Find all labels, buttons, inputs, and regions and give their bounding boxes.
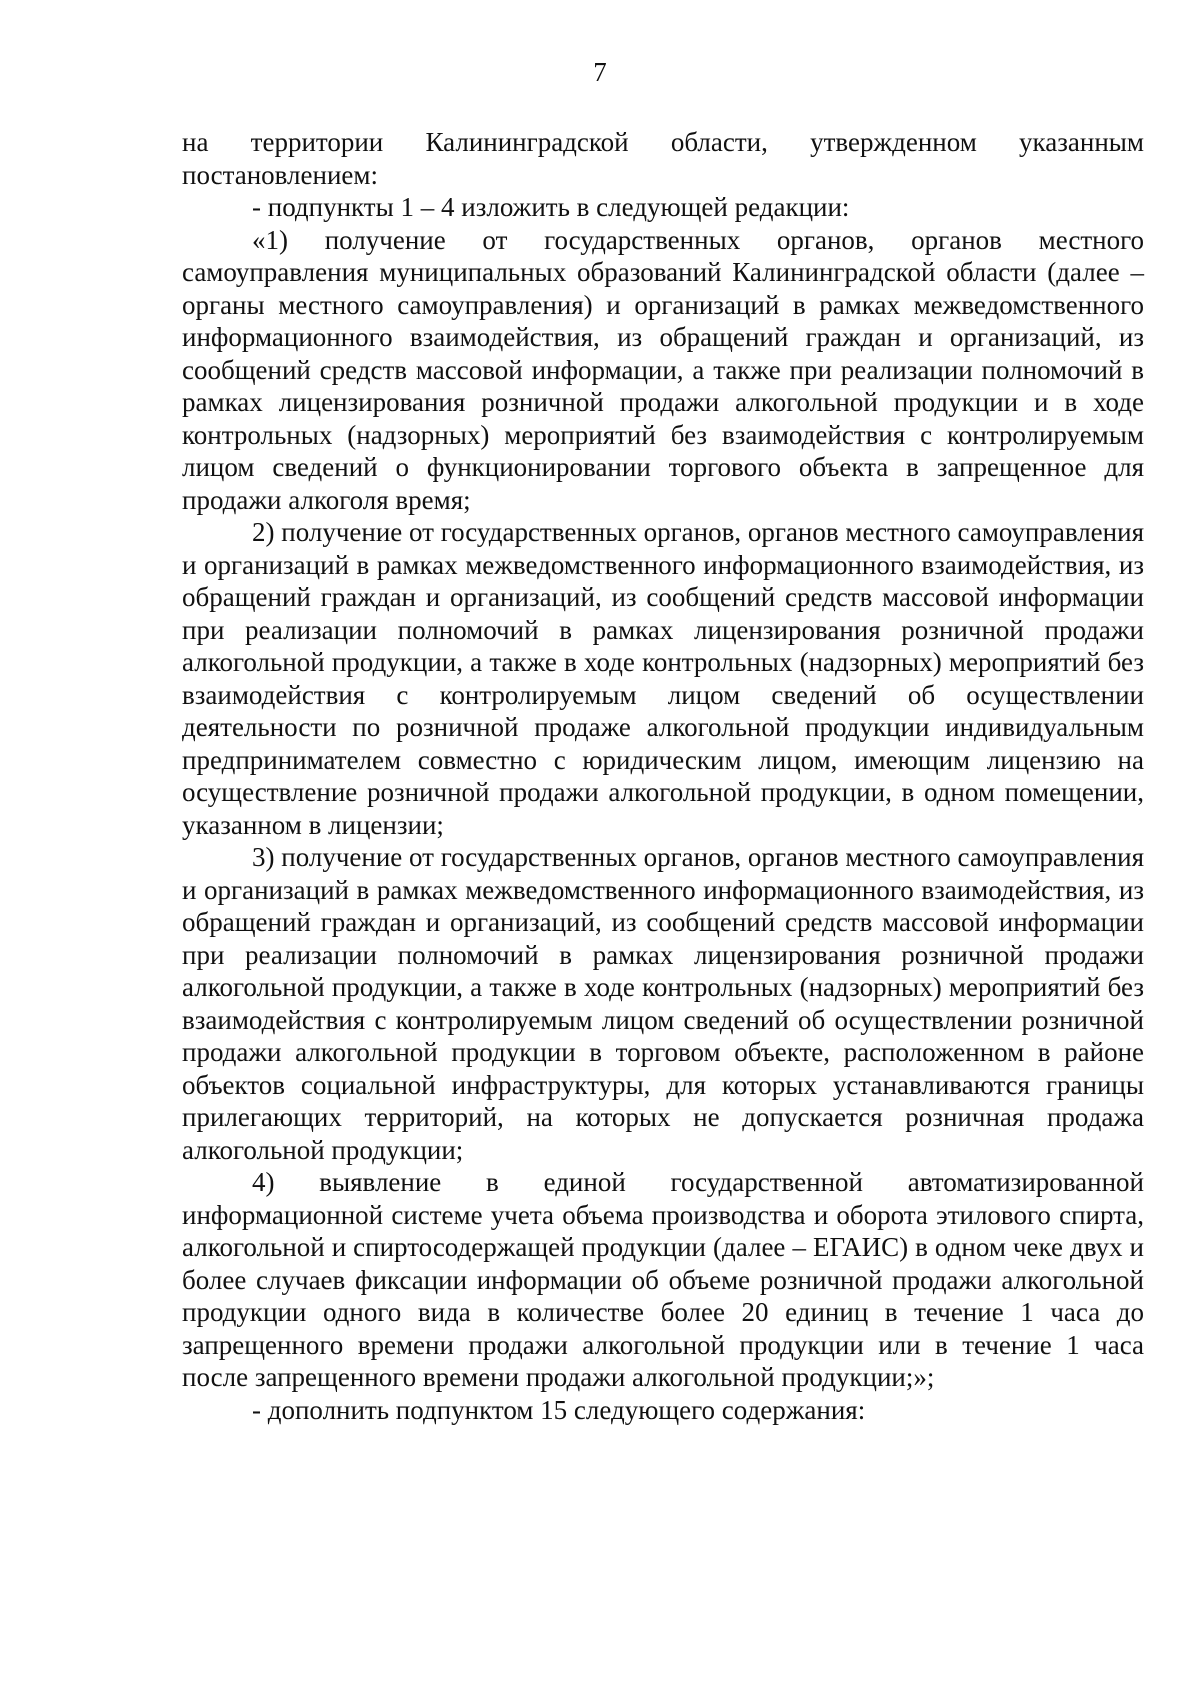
paragraph-amendment-intro: - подпункты 1 – 4 изложить в следующей редакции: (252, 192, 850, 222)
paragraph-continuation: на территории Калининградской области, утвержденном указанным постановлением: (182, 127, 1144, 190)
document-body (182, 126, 1144, 1426)
paragraph-subitem-2: 2) получение от государственных органов, органов местного самоуправления и организаций в рамках межведомственного информационного взаимодействия, из обращений граждан и организаций, из сообщений средств массовой информации при реализации полномочий в рамках лицензирования розничной продажи алкогольной продукции, а также в ходе контрольных (надзорных) мероприятий без взаимодействия с контролируемым лицом сведений об осуществлении деятельности по розничной продаже алкогольной продукции индивидуальным предпринимателем совместно с юридическим лицом, имеющим лицензию на осуществление розничной продажи алкогольной продукции, в одном помещении, указанном в лицензии; (182, 517, 1144, 840)
page-number: 7 (593, 57, 607, 87)
paragraph-subitem-3: 3) получение от государственных органов, органов местного самоуправления и организаций в рамках межведомственного информационного взаимодействия, из обращений граждан и организаций, из сообщений средств массовой информации при реализации полномочий в рамках лицензирования розничной продажи алкогольной продукции, а также в ходе контрольных (надзорных) мероприятий без взаимодействия с контролируемым лицом сведений об осуществлении розничной продажи алкогольной продукции в торговом объекте, расположенном в районе объектов социальной инфраструктуры, для которых устанавливаются границы прилегающих территорий, на которых не допускается розничная продажа алкогольной продукции; (182, 842, 1144, 1165)
paragraph-subitem-4: 4) выявление в единой государственной автоматизированной информационной системе учета объема производства и оборота этилового спирта, алкогольной и спиртосодержащей продукции (далее – ЕГАИС) в одном чеке двух и более случаев фиксации информации об объеме розничной продажи алкогольной продукции одного вида в количестве более 20 единиц в течение 1 часа до запрещенного времени продажи алкогольной продукции или в течение 1 часа после запрещенного времени продажи алкогольной продукции;»; (182, 1167, 1144, 1392)
paragraph-addition-intro: - дополнить подпунктом 15 следующего содержания: (252, 1394, 866, 1425)
paragraph-subitem-1: «1) получение от государственных органов, органов местного самоуправления муниципальных образований Калининградской области (далее – органы местного самоуправления) и организаций в рамках межведомственного информационного взаимодействия, из обращений граждан и организаций, из сообщений средств массовой информации, а также при реализации полномочий в рамках лицензирования розничной продажи алкогольной продукции и в ходе контрольных (надзорных) мероприятий без взаимодействия с контролируемым лицом сведений о функционировании торгового объекта в запрещенное для продажи алкоголя время; (182, 224, 1144, 515)
